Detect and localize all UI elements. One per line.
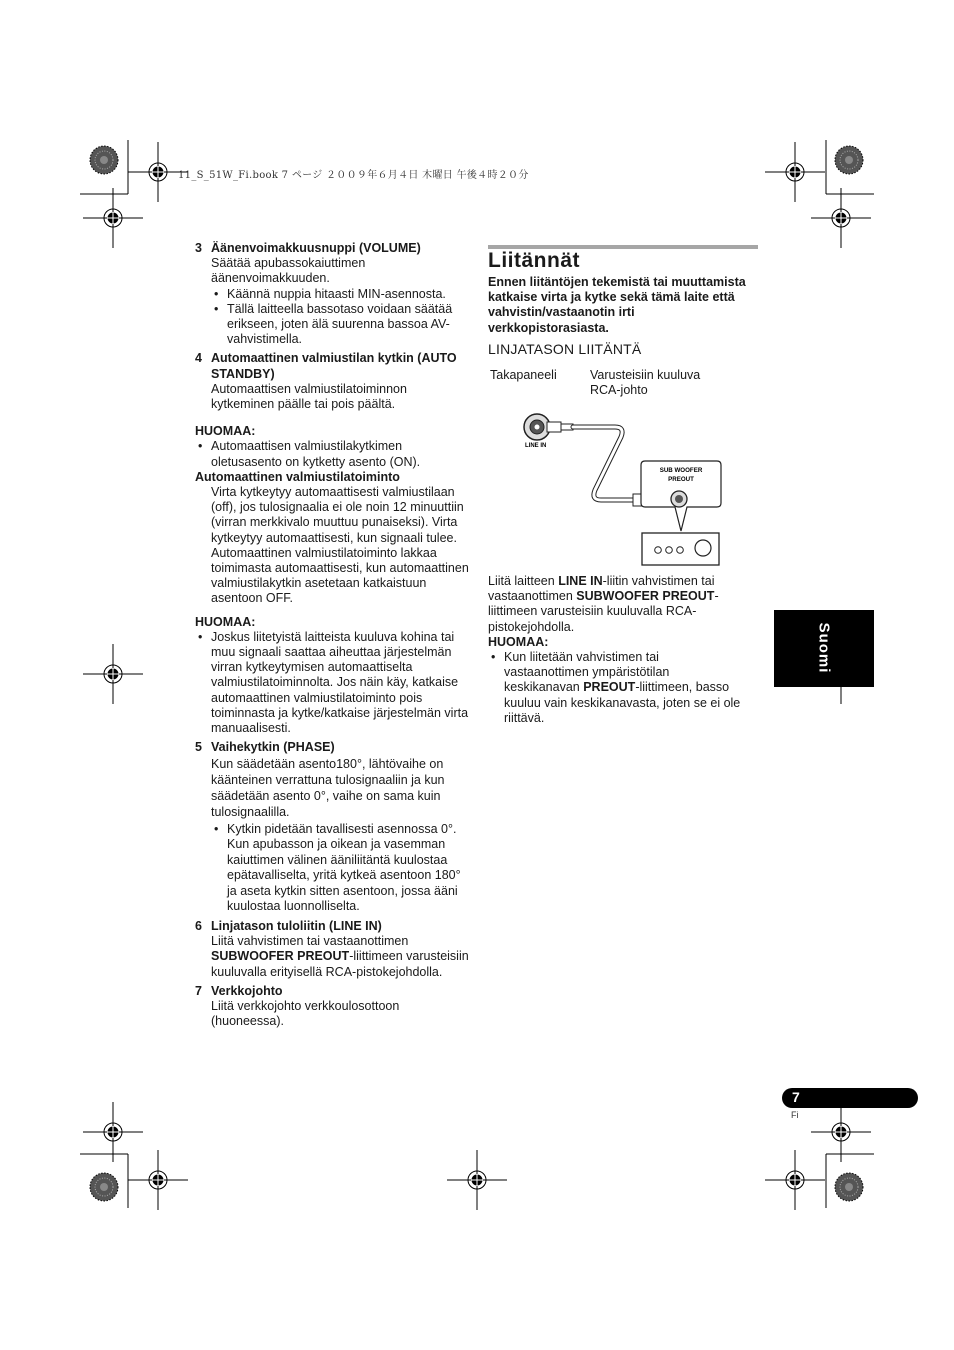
note-heading: HUOMAA: bbox=[195, 424, 256, 439]
item-title: Vaihekytkin (PHASE) bbox=[211, 740, 335, 755]
warning-text: Ennen liitäntöjen tekemistä tai muuttamista katkaise virta ja kytke sekä tämä laite että vahvistin/vastaanotin irti verkkopistorasiasta. bbox=[488, 275, 746, 335]
text-run: -liitin vahvistimen tai vastaanottimen bbox=[488, 574, 715, 604]
item-phase bbox=[195, 740, 470, 915]
item-power-cord bbox=[195, 984, 470, 1030]
page-language-code: Fi bbox=[791, 1110, 799, 1120]
text-run: Kun liitetään vahvistimen tai vastaanottimen ympäristötilan keskikanavan bbox=[504, 650, 670, 695]
item-volume bbox=[195, 241, 470, 347]
list-item-continuation: Kun apubasson ja oikean ja vasemman kaiuttimen välinen ääniliitäntä kuulostaa epätavalliselta, yritä kytkeä asentoon 180° ja aseta kytkin sitten asentoon, jossa ääni kuulostaa luonnolliselta. bbox=[227, 836, 461, 914]
list-item: • Automaattisen valmiustilakytkimen oletusasento on kytketty asento (ON). bbox=[195, 439, 470, 469]
item-title: Verkkojohto bbox=[211, 983, 283, 998]
item-number: 6 bbox=[195, 918, 202, 933]
preout-label-1: SUB WOOFER bbox=[659, 467, 703, 474]
item-desc bbox=[211, 934, 470, 980]
label-back-panel: Takapaneeli bbox=[490, 368, 557, 382]
text-run-bold: LINE IN bbox=[558, 574, 603, 588]
list-item bbox=[488, 650, 743, 726]
line-in-label: LINE IN bbox=[525, 443, 547, 449]
item-number: 5 bbox=[195, 740, 202, 755]
note-text: Virta kytkeytyy automaattisesti valmiustilaan (off), jos tulosignaalia ei ole noin 12 minuuttiin (virran merkkivalo muuttuu punaiseksi). Virta kytkeytyy automaattisesti, kun signaali tulee. Automaattinen valmiustilatoiminto lakkaa toimimasta automaattisesti, kun automaattinen valmiustilakytkin asetetaan katkaistuun asentoon OFF. bbox=[211, 485, 469, 606]
text-run: -liittimeen varusteisiin kuuluvalla erityisellä RCA-pistokejohdolla. bbox=[211, 949, 469, 979]
list-item: • Kytkin pidetään tavallisesti asennossa 0°. bbox=[211, 821, 470, 837]
text-run: Liitä laitteen bbox=[488, 574, 559, 588]
left-column bbox=[195, 241, 470, 1029]
item-desc: Automaattisen valmiustilatoiminnon kytkeminen päälle tai pois päältä. bbox=[211, 381, 407, 412]
text-run: -liittimeen varusteisiin kuuluvalla RCA-pistokejohdolla. bbox=[488, 589, 719, 634]
preout-label-2: PREOUT bbox=[668, 476, 694, 483]
list-item: • Tällä laitteella bassotaso voidaan säätää erikseen, joten älä suurenna bassoa AV-vahvistimella. bbox=[211, 302, 470, 348]
text-run: -liittimeen, basso kuuluu vain keskikanavasta, joten se ei ole riittävä. bbox=[504, 680, 741, 725]
item-title: Linjatason tuloliitin (LINE IN) bbox=[211, 918, 382, 933]
connection-diagram bbox=[515, 405, 730, 570]
page-number: 7 bbox=[792, 1089, 800, 1105]
list-item: • Käännä nuppia hitaasti MIN-asennosta. bbox=[211, 287, 470, 302]
page-number-pill bbox=[782, 1088, 918, 1108]
amplifier-icon bbox=[642, 533, 719, 565]
text-run-bold: PREOUT bbox=[583, 680, 636, 695]
label-rca-cable: Varusteisiin kuuluva RCA-johto bbox=[590, 368, 701, 398]
note-heading: HUOMAA: bbox=[488, 634, 549, 649]
item-line-in bbox=[195, 919, 470, 980]
connection-paragraph bbox=[488, 574, 743, 726]
item-auto-standby bbox=[195, 351, 470, 412]
item-desc: Säätää apubassokaiuttimen äänenvoimakkuuden. bbox=[211, 256, 366, 286]
text-run-bold: SUBWOOFER PREOUT bbox=[211, 949, 350, 964]
item-desc: Kun säädetään asento180°, lähtövaihe on käänteinen verrattuna tulosignaaliin ja kun säädetään asento 0°, vaihe on sama kuin tulosignaalilla. bbox=[211, 756, 445, 820]
rca-cable bbox=[573, 427, 633, 500]
list-item: • Joskus liitetyistä laitteista kuuluva kohina tai muu signaali saattaa aiheuttaa järjestelmän virran kytkeytymisen automaattiselta valmiustilatoiminnolta. Jos näin käy, katkaise automaattinen valmiustilatoiminto pois toiminnasta ja kytke/katkaise järjestelmän virta manuaalisesti. bbox=[195, 630, 470, 736]
subsection-title: LINJATASON LIITÄNTÄ bbox=[488, 341, 642, 357]
item-title: Automaattinen valmiustilan kytkin (AUTO STANDBY) bbox=[211, 351, 457, 381]
note-subheading: Automaattinen valmiustilatoiminto bbox=[195, 469, 400, 484]
language-side-tab bbox=[774, 610, 874, 687]
section-title: Liitännät bbox=[488, 249, 580, 272]
item-number: 7 bbox=[195, 983, 202, 998]
file-header-line: 11_S_51W_Fi.book 7 ページ ２００９年６月４日 木曜日 午後４時２０分 bbox=[178, 170, 529, 181]
text-run: Liitä vahvistimen tai vastaanottimen bbox=[211, 934, 409, 949]
item-title: Äänenvoimakkuusnuppi (VOLUME) bbox=[211, 241, 421, 255]
text-run-bold: SUBWOOFER PREOUT bbox=[576, 589, 715, 604]
note-heading: HUOMAA: bbox=[195, 614, 256, 629]
item-desc: Liitä verkkojohto verkkoulosottoon (huoneessa). bbox=[211, 998, 400, 1029]
item-number: 4 bbox=[195, 351, 202, 366]
item-number: 3 bbox=[195, 241, 202, 255]
language-tab-label: Suomi bbox=[815, 622, 833, 674]
